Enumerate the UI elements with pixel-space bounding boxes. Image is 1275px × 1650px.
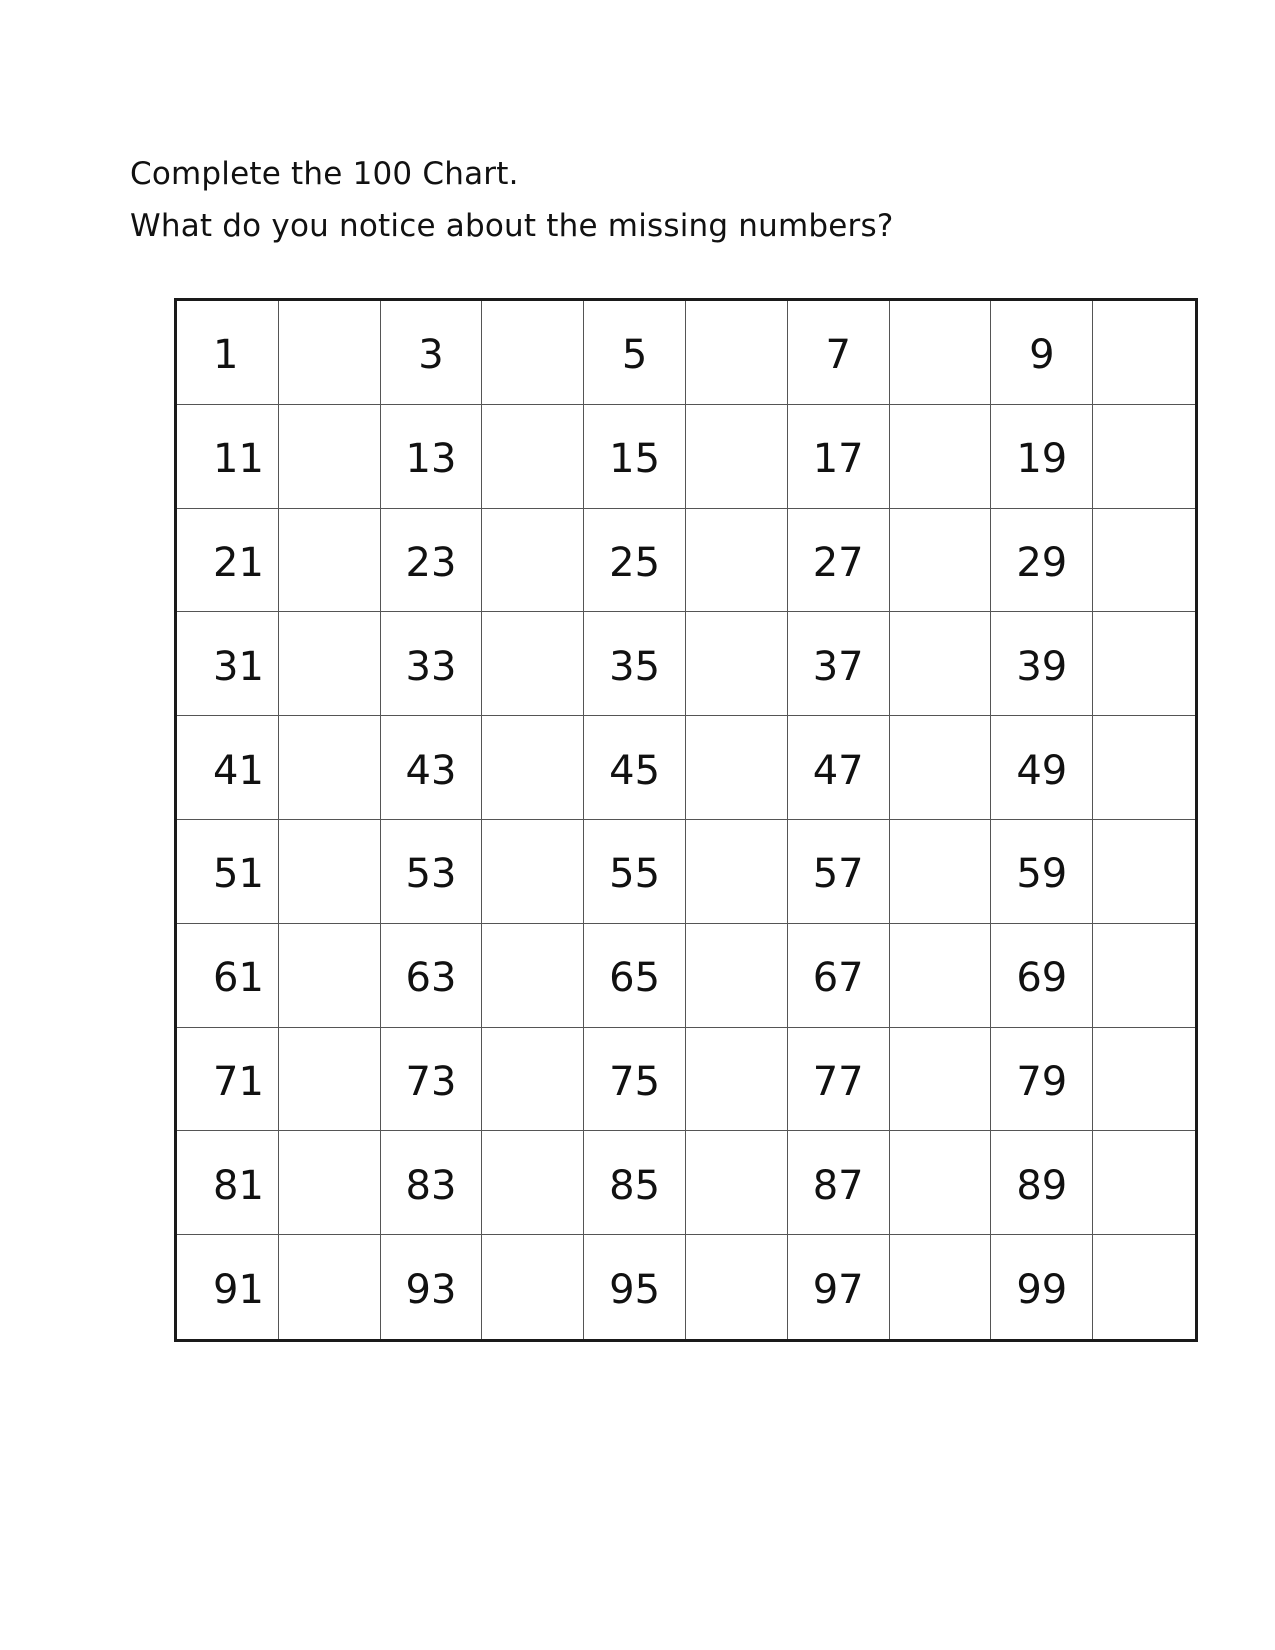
chart-cell-number: 33 xyxy=(381,612,483,716)
chart-cell-number: 37 xyxy=(788,612,890,716)
chart-cell-number: 75 xyxy=(584,1028,686,1132)
chart-cell-blank[interactable] xyxy=(1093,301,1195,405)
chart-cell-number: 99 xyxy=(991,1235,1093,1339)
chart-cell-blank[interactable] xyxy=(279,301,381,405)
chart-cell-blank[interactable] xyxy=(686,1131,788,1235)
chart-cell-number: 91 xyxy=(177,1235,279,1339)
chart-cell-blank[interactable] xyxy=(482,1131,584,1235)
chart-cell-blank[interactable] xyxy=(279,612,381,716)
instruction-question: What do you notice about the missing numbers? xyxy=(130,208,894,244)
chart-cell-number: 1 xyxy=(177,301,279,405)
chart-cell-number: 89 xyxy=(991,1131,1093,1235)
chart-cell-blank[interactable] xyxy=(482,405,584,509)
chart-cell-number: 83 xyxy=(381,1131,483,1235)
chart-cell-blank[interactable] xyxy=(686,820,788,924)
chart-cell-number: 31 xyxy=(177,612,279,716)
chart-cell-number: 93 xyxy=(381,1235,483,1339)
chart-cell-number: 61 xyxy=(177,924,279,1028)
chart-cell-number: 73 xyxy=(381,1028,483,1132)
chart-cell-blank[interactable] xyxy=(890,405,992,509)
chart-cell-blank[interactable] xyxy=(482,301,584,405)
chart-cell-number: 19 xyxy=(991,405,1093,509)
chart-cell-number: 87 xyxy=(788,1131,890,1235)
chart-cell-blank[interactable] xyxy=(1093,509,1195,613)
chart-cell-blank[interactable] xyxy=(482,1235,584,1339)
chart-cell-number: 15 xyxy=(584,405,686,509)
chart-cell-number: 39 xyxy=(991,612,1093,716)
chart-cell-number: 17 xyxy=(788,405,890,509)
hundred-chart-grid xyxy=(174,298,1198,1342)
chart-cell-blank[interactable] xyxy=(890,509,992,613)
chart-cell-blank[interactable] xyxy=(686,612,788,716)
chart-cell-blank[interactable] xyxy=(279,1235,381,1339)
chart-cell-blank[interactable] xyxy=(890,716,992,820)
chart-cell-number: 35 xyxy=(584,612,686,716)
chart-cell-blank[interactable] xyxy=(686,1028,788,1132)
chart-cell-blank[interactable] xyxy=(890,924,992,1028)
chart-cell-blank[interactable] xyxy=(890,301,992,405)
instructions xyxy=(130,148,894,252)
chart-cell-number: 53 xyxy=(381,820,483,924)
chart-cell-number: 51 xyxy=(177,820,279,924)
chart-cell-blank[interactable] xyxy=(890,1028,992,1132)
chart-cell-blank[interactable] xyxy=(279,405,381,509)
chart-cell-number: 7 xyxy=(788,301,890,405)
chart-cell-blank[interactable] xyxy=(1093,1131,1195,1235)
chart-cell-number: 57 xyxy=(788,820,890,924)
chart-cell-blank[interactable] xyxy=(1093,820,1195,924)
chart-cell-number: 77 xyxy=(788,1028,890,1132)
chart-cell-blank[interactable] xyxy=(890,820,992,924)
chart-cell-number: 25 xyxy=(584,509,686,613)
chart-cell-blank[interactable] xyxy=(1093,1028,1195,1132)
chart-cell-blank[interactable] xyxy=(482,924,584,1028)
chart-cell-blank[interactable] xyxy=(482,716,584,820)
chart-cell-number: 5 xyxy=(584,301,686,405)
chart-cell-number: 67 xyxy=(788,924,890,1028)
chart-cell-number: 45 xyxy=(584,716,686,820)
chart-cell-blank[interactable] xyxy=(686,301,788,405)
chart-cell-blank[interactable] xyxy=(1093,1235,1195,1339)
chart-cell-number: 85 xyxy=(584,1131,686,1235)
chart-cell-blank[interactable] xyxy=(1093,405,1195,509)
chart-cell-number: 59 xyxy=(991,820,1093,924)
chart-cell-blank[interactable] xyxy=(279,1028,381,1132)
chart-cell-number: 13 xyxy=(381,405,483,509)
chart-cell-blank[interactable] xyxy=(279,716,381,820)
chart-cell-number: 81 xyxy=(177,1131,279,1235)
chart-cell-number: 29 xyxy=(991,509,1093,613)
instruction-title: Complete the 100 Chart. xyxy=(130,156,519,192)
chart-cell-number: 43 xyxy=(381,716,483,820)
chart-cell-blank[interactable] xyxy=(686,924,788,1028)
chart-cell-number: 71 xyxy=(177,1028,279,1132)
chart-cell-blank[interactable] xyxy=(482,1028,584,1132)
chart-cell-blank[interactable] xyxy=(279,509,381,613)
chart-cell-number: 95 xyxy=(584,1235,686,1339)
chart-cell-number: 47 xyxy=(788,716,890,820)
chart-cell-blank[interactable] xyxy=(482,612,584,716)
chart-cell-number: 3 xyxy=(381,301,483,405)
chart-cell-blank[interactable] xyxy=(482,509,584,613)
chart-cell-number: 41 xyxy=(177,716,279,820)
chart-cell-number: 11 xyxy=(177,405,279,509)
chart-cell-blank[interactable] xyxy=(482,820,584,924)
chart-cell-number: 21 xyxy=(177,509,279,613)
chart-cell-number: 27 xyxy=(788,509,890,613)
chart-cell-number: 97 xyxy=(788,1235,890,1339)
chart-cell-blank[interactable] xyxy=(686,1235,788,1339)
chart-cell-number: 63 xyxy=(381,924,483,1028)
chart-cell-number: 49 xyxy=(991,716,1093,820)
chart-cell-number: 23 xyxy=(381,509,483,613)
chart-cell-blank[interactable] xyxy=(686,509,788,613)
chart-cell-blank[interactable] xyxy=(279,1131,381,1235)
chart-cell-number: 69 xyxy=(991,924,1093,1028)
chart-cell-blank[interactable] xyxy=(890,1131,992,1235)
chart-cell-blank[interactable] xyxy=(279,820,381,924)
chart-cell-blank[interactable] xyxy=(1093,612,1195,716)
chart-cell-blank[interactable] xyxy=(686,405,788,509)
chart-cell-blank[interactable] xyxy=(279,924,381,1028)
chart-cell-number: 65 xyxy=(584,924,686,1028)
chart-cell-number: 55 xyxy=(584,820,686,924)
chart-cell-number: 9 xyxy=(991,301,1093,405)
chart-cell-blank[interactable] xyxy=(1093,924,1195,1028)
chart-cell-blank[interactable] xyxy=(890,612,992,716)
chart-cell-blank[interactable] xyxy=(686,716,788,820)
chart-cell-blank[interactable] xyxy=(1093,716,1195,820)
chart-cell-number: 79 xyxy=(991,1028,1093,1132)
chart-cell-blank[interactable] xyxy=(890,1235,992,1339)
